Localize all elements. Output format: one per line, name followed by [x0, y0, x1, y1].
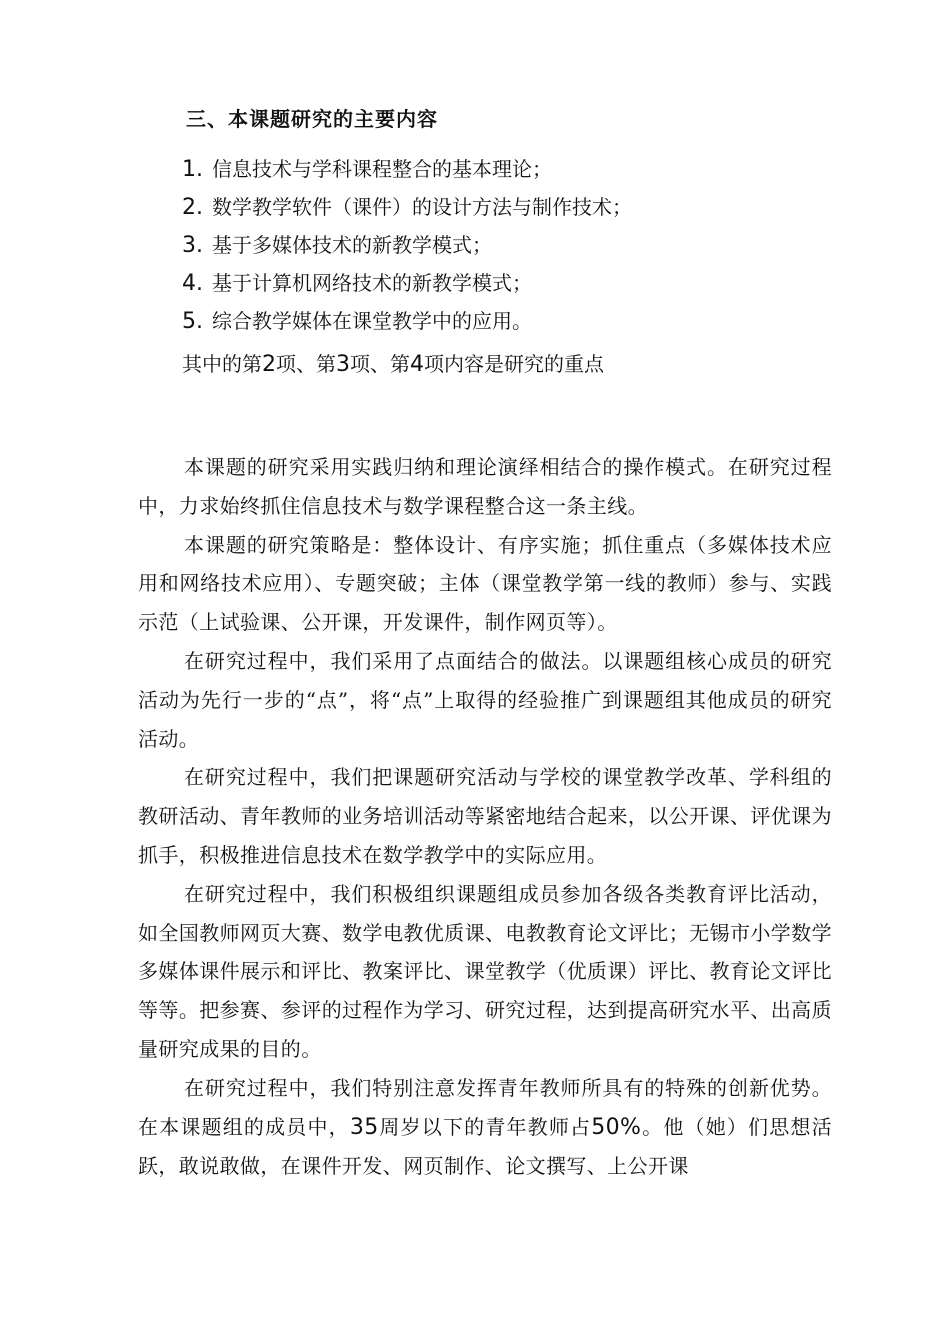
paragraph-operation-mode: 本课题的研究采用实践归纳和理论演绎相结合的操作模式。在研究过程中，力求始终抓住信息技术与数学课程整合这一条主线。 [138, 455, 832, 518]
percentage: 50% [591, 1114, 642, 1140]
list-item [182, 264, 882, 302]
paragraph-text: 。他（她）们思想活跃，敢说敢做，在课件开发、网页制作、论文撰写、上公开课 [138, 1114, 833, 1179]
age-number: 35 [349, 1114, 379, 1140]
list-number: 2. [182, 195, 203, 220]
summary-text: 项、第 [350, 352, 410, 376]
list-item [182, 150, 882, 188]
list-number: 4. [182, 271, 203, 296]
list-text: 综合教学媒体在课堂教学中的应用。 [212, 309, 532, 333]
list-text: 基于计算机网络技术的新教学模式； [212, 271, 532, 295]
summary-text: 项、第 [276, 352, 336, 376]
list-text: 基于多媒体技术的新教学模式； [212, 233, 492, 257]
paragraph-strategy: 本课题的研究策略是：整体设计、有序实施；抓住重点（多媒体技术应用和网络技术应用）、专题突破；主体（课堂教学第一线的教师）参与、实践示范（上试验课、公开课，开发课件，制作网页等）。 [138, 532, 832, 635]
list-item [182, 188, 882, 226]
focus-summary [182, 345, 604, 384]
summary-number: 3 [336, 352, 350, 377]
content-list [182, 150, 882, 340]
summary-text: 项内容是研究的重点 [424, 352, 604, 376]
paragraph-competitions: 在研究过程中，我们积极组织课题组成员参加各级各类教育评比活动，如全国教师网页大赛、数学电教优质课、电教教育论文评比；无锡市小学数学多媒体课件展示和评比、教案评比、课堂教学（优质课）评比、教育论文评比等等。把参赛、参评的过程作为学习、研究过程，达到提高研究水平、出高质量研究成果的目的。 [138, 881, 832, 1061]
paragraph-text: 周岁以下的青年教师占 [378, 1114, 592, 1139]
body-text [138, 448, 832, 1186]
list-item [182, 302, 882, 340]
section-heading: 三、本课题研究的主要内容 [186, 107, 438, 131]
list-number: 1. [182, 157, 203, 182]
summary-number: 2 [262, 352, 276, 377]
list-number: 3. [182, 233, 203, 258]
list-item [182, 226, 882, 264]
summary-text: 其中的第 [182, 352, 262, 376]
summary-number: 4 [410, 352, 424, 377]
paragraph-text: 在研究过程中，我们特别注意发挥青年教师所具有的特殊的创新优势。在本课题组的成员中， [138, 1075, 832, 1139]
paragraph-teaching-reform: 在研究过程中，我们把课题研究活动与学校的课堂教学改革、学科组的教研活动、青年教师的业务培训活动等紧密地结合起来，以公开课、评优课为抓手，积极推进信息技术在数学教学中的实际应用。 [138, 765, 832, 867]
list-text: 数学教学软件（课件）的设计方法与制作技术； [212, 195, 632, 219]
paragraph-young-teachers [138, 1069, 832, 1186]
list-number: 5. [182, 309, 203, 334]
list-text: 信息技术与学科课程整合的基本理论； [212, 157, 552, 181]
paragraph-point-area: 在研究过程中，我们采用了点面结合的做法。以课题组核心成员的研究活动为先行一步的“点”，将“点”上取得的经验推广到课题组其他成员的研究活动。 [138, 648, 832, 751]
